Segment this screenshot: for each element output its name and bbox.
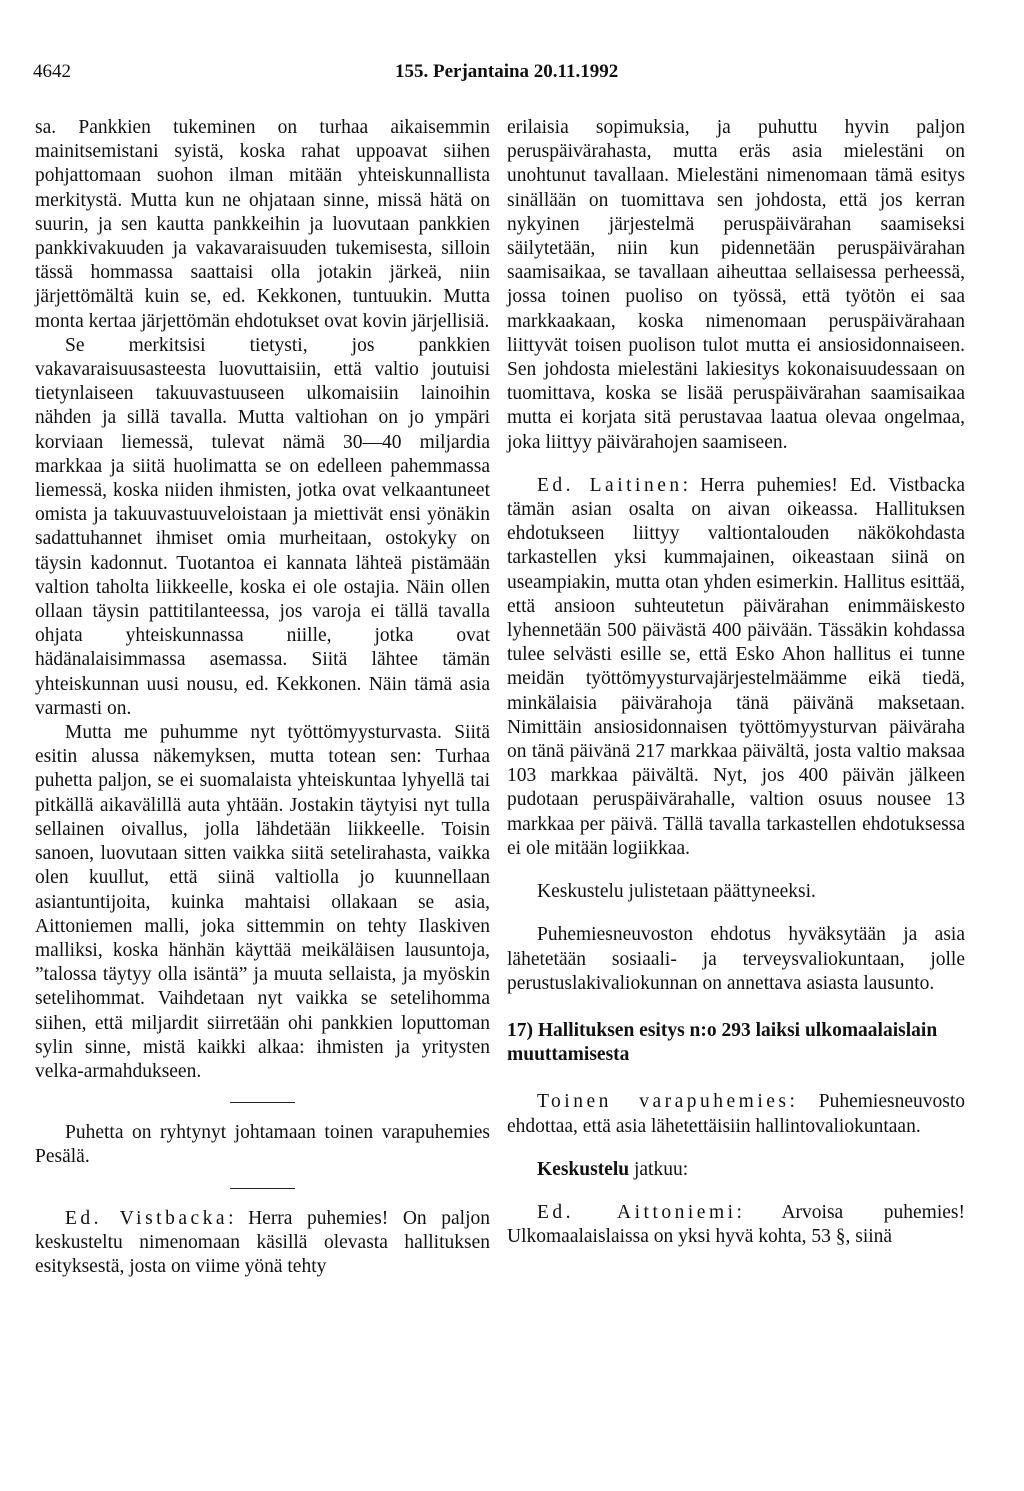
deputy-speaker-statement	[507, 1090, 965, 1138]
discussion-label: Keskustelu	[537, 1158, 630, 1180]
speech-text: : Puhemiesneuvosto ehdottaa, että asia lähetettäisiin hallintovaliokuntaan.	[507, 1091, 965, 1137]
page-number: 4642	[33, 61, 71, 82]
speech-aittoniemi	[507, 1201, 965, 1249]
referral-note: Puhemiesneuvoston ehdotus hyväksytään ja asia lähetetään sosiaali- ja terveysvaliokuntaan, jolle perustuslakivaliokunnan on annettava asiasta lausunto.	[507, 924, 965, 994]
section-divider	[230, 1102, 295, 1103]
discussion-rest: jatkuu:	[629, 1158, 689, 1180]
left-column	[35, 116, 490, 1279]
speech-text: : Herra puhemies! Ed. Vistbacka tämän asian osalta on aivan oikeassa. Hallituksen ehdotukseen liittyy valtiontalouden näkökohdasta tarkastellen yksi kummajainen, oikeastaan siinä on useampiakin, mutta otan yhden esimerkin. Hallitus esittää, että ansioon suhteutetun päivärahan enimmäiskesto lyhennetään 500 päivästä 400 päivään. Tässäkin kohdassa tulee selvästi esille se, että Esko Ahon hallitus ei tunne meidän työttömyysturvajärjestelmäämme eikä tiedä, minkälaisia päivärahoja tänä päivänä maksetaan. Nimittäin ansiosidonnaisen työttömyysturvan päiväraha on tänä päivänä 217 markkaa päivältä, josta valtio maksaa 103 markkaa päivältä. Nyt, jos 400 päivän jälkeen pudotaan peruspäivärahalle, valtion osuus nousee 13 markkaa per päivä. Tällä tavalla tarkastellen ehdotuksessa ei ole mitään logiikkaa.	[507, 474, 965, 859]
chair-change-note: Puhetta on ryhtynyt johtamaan toinen varapuhemies Pesälä.	[35, 1122, 490, 1168]
speaker-name: Ed. Vistbacka	[65, 1207, 229, 1229]
speaker-name: Ed. Laitinen	[537, 474, 683, 496]
paragraph: sa. Pankkien tukeminen on turhaa aikaisemmin mainitsemistani syistä, koska rahat uppoavat siihen pohjattomaan suohon ilman mitään yhteiskunnallista merkitystä. Mutta kun ne ohjataan sinne, missä hätä on suurin, ja sen kautta pankkeihin ja luovutaan pankkien pankkivakuuden ja vakavaraisuuden tukemisesta, silloin tässä hommassa saattaisi olla jotakin järkeä, niin järjettömältä kuin se, ed. Kekkonen, tuntuukin. Mutta monta kertaa järjettömän ehdotukset ovat kovin järjellisiä.	[35, 117, 490, 332]
agenda-item-heading: 17) Hallituksen esitys n:o 293 laiksi ulkomaalaislain muuttamisesta	[507, 1019, 938, 1066]
speech-laitinen	[507, 474, 965, 861]
discussion-continues-note	[507, 1158, 965, 1182]
paragraph: Se merkitsisi tietysti, jos pankkien vakavaraisuusasteesta luovuttaisiin, että valtio joutuisi tietynlaiseen takuuvastuuseen ulkomaisiin lainoihin nähden ja sillä tavalla. Mutta valtiohan on jo ympäri korviaan liemessä, tulevat nämä 30—40 miljardia markkaa ja siitä huolimatta se on edelleen pahemmassa liemessä, koska niiden ihmisten, jotka ovat velkaantuneet omista ja takuuvastuuveloistaan ja miettivät ensi yönäkin sadattuhannet ihmiset omia murheitaan, ostokyky on täysin kadonnut. Tuotantoa ei kannata lähteä pistämään valtion taholta liikkeelle, koska ei ole ostajia. Näin ollen ollaan täysin pattitilanteessa, jos varoja ei tällä tavalla ohjata yhteiskunnassa niille, jotka ovat hädänalaisimmassa asemassa. Siitä lähtee tämän yhteiskunnan uusi nousu, ed. Kekkonen. Näin tämä asia varmasti on.	[35, 334, 490, 719]
page-header	[33, 61, 993, 91]
paragraph: erilaisia sopimuksia, ja puhuttu hyvin paljon peruspäivärahasta, mutta eräs asia mielestäni on unohtunut tavallaan. Mielestäni nimenomaan tämä esitys sinällään on tuomittava sen johdosta, että jos kerran nykyinen järjestelmä peruspäivärahan saamiseksi säilytetään, niin kun pidennetään peruspäivärahan saamisaikaa, se tavallaan aiheuttaa sellaisessa perheessä, jossa toinen puoliso on työssä, että työtön ei saa markkaakaan, koska nimenomaan peruspäivärahaan liittyvät toisen puolison tulot mutta ei ansiosidonnaiseen. Sen johdosta mielestäni lakiesitys kokonaisuudessaan on tuomittava, koska se lisää peruspäivärahan saamisaikaa mutta ei korjata sitä perustavaa laatua olevaa ongelmaa, joka liittyy päivärahojen saamiseen.	[507, 117, 965, 453]
paragraph: Mutta me puhumme nyt työttömyysturvasta. Siitä esitin alussa näkemyksen, mutta totean sen: Turhaa puhetta paljon, se ei suomalaista yhteiskuntaa lyhyellä tai pitkällä aikavälillä auta yhtään. Jostakin täytyisi nyt tulla sellainen oivallus, jolla lähdetään liikkeelle. Toisin sanoen, luovutaan sitten vaikka siitä setelirahasta, vaikka olen kuullut, että siinä valtiolla jo kuunnellaan asiantuntijoita, kuinka mahtaisi ollakaan se asia, Aittoniemen malli, joka sittemmin on tehty Ilaskiven malliksi, koska hänhän käyttää meikäläisen lausuntoja, ”talossa täytyy olla isäntä” ja muuta sellaista, ja myöskin setelihommat. Vaihdetaan nyt vaikka se setelihomma siihen, että miljardit siirretään ohi pankkien loputtoman sylin sinne, mistä kaikki alkaa: ihmisten ja yritysten velka-armahdukseen.	[35, 722, 490, 1082]
running-title: 155. Perjantaina 20.11.1992	[395, 61, 619, 82]
speech-text: : Arvoisa puhemies! Ulkomaalaislaissa on yksi hyvä kohta, 53 §, siinä	[507, 1201, 965, 1248]
speaker-name: Ed. Aittoniemi	[537, 1201, 737, 1223]
right-column	[507, 116, 965, 1249]
section-divider	[230, 1188, 295, 1189]
discussion-closed-note: Keskustelu julistetaan päättyneeksi.	[537, 881, 816, 903]
speech-vistbacka	[35, 1207, 490, 1280]
speaker-name: Toinen varapuhemies	[537, 1091, 790, 1113]
speech-text: : Herra puhemies! On paljon keskusteltu nimenomaan käsillä olevasta hallituksen esityksestä, josta on viime yönä tehty	[35, 1207, 491, 1277]
